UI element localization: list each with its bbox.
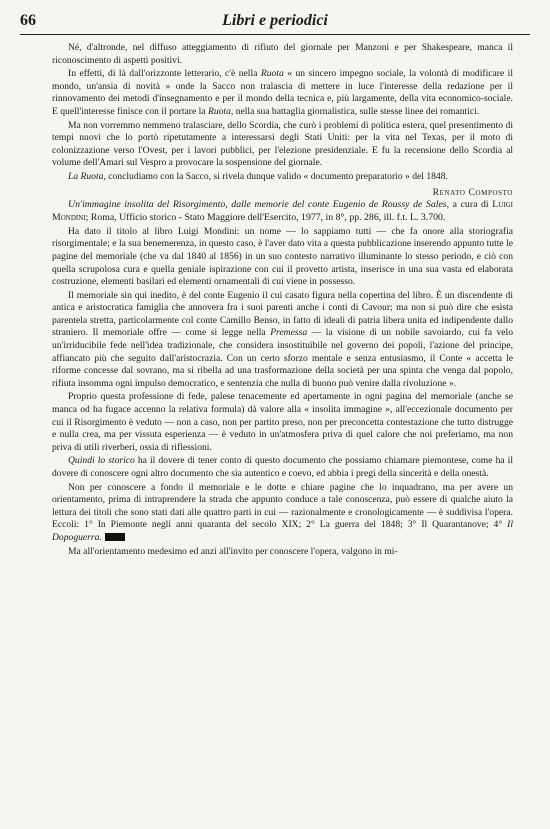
editor-name: Luigi Mondini xyxy=(52,199,513,223)
italic-text: Ruota xyxy=(260,68,284,80)
paragraph xyxy=(52,171,513,184)
text-run: ha il dovere di tener conto di questo documento che possiamo chiamare piemontese, come ha il dovere di conoscere ogni altro documento che sia autentico e coevo, ed abbia i pregi della sincerità e della onestà. xyxy=(52,455,513,479)
paragraph xyxy=(52,290,513,391)
paragraph xyxy=(52,391,513,454)
text-run: Ma non vorremmo nemmeno tralasciare, dello Scordia, che curò i problemi di politica estera, quel presentimento di tempi nuovi che lo portò ripetutamente a interessarsi degli Stati Uniti: per la vita nel Texas, per il moto di colonizzazione verso l'Ovest, per i lavori pubblici, per l'elezione presidenziale. E fu la recensione dello Scordia al volume dell'Amari sul Vespro a provocare la sospensione del giornale. xyxy=(52,119,513,169)
page-number: 66 xyxy=(20,12,36,29)
paragraph xyxy=(52,455,513,480)
text-run: — la visione di un nobile savoiardo, cui fa velo un'irriducibile fede nell'idea tradizionale, che considera insostituibile nel governo dei popoli, l'azione del principe, affiancato più che seguito dall'aristocrazia. Con un certo sforzo mentale e senza entusiasmo, il Conte « accetta le riforme concesse dal sovrano, ma si ribella ad una trasformazione della società per una spinta che venga dal popolo, rifiuta insomma ogni impulso democratico, e sentenzia che nulla di buono può venire dalla rivoluzione ». xyxy=(52,327,513,389)
paragraph xyxy=(52,482,513,545)
italic-text: Quindi lo storico xyxy=(68,455,135,467)
reviewer-signature: Renato Composto xyxy=(432,186,513,198)
running-title: Libri e periodici xyxy=(222,12,328,29)
paragraph xyxy=(52,120,513,170)
page-body xyxy=(52,42,513,558)
book-title: Un'immagine insolita del Risorgimento, dalle memorie del conte Eugenio de Roussy de Sales, xyxy=(68,199,450,211)
text-run: Ha dato il titolo al libro Luigi Mondini: un nome — lo sappiamo tutti — che fa onore alla storiografia risorgimentale; e la sua benemerenza, in questo caso, è l'aver dato vita a questa pubblicazione inserendo appunto tutte le pagine del memoriale (che va dal 1840 al 1856) in un suo contesto narrativo illuminante lo stesso periodo, e ciò con quella scrupolosa cura e quella geniale ispirazione con cui il provetto artista, inserisce in una sua vasta ed elaborata costruzione, elementi basilari ed elementi ornamentali di cui viene in possesso. xyxy=(52,225,513,288)
italic-text: Il Dopoguerra. xyxy=(52,519,513,543)
paragraph xyxy=(52,226,513,289)
text-run: , concludiamo con la Sacco, si rivela dunque valido « documento preparatorio » del 1848. xyxy=(103,170,448,182)
italic-text: Premessa xyxy=(270,327,308,339)
text-run: « un sincero impegno sociale, la volontà di modificare il mondo, un'ansia di novità » onde la Sacco non tralascia di mettere in luce l'interesse della redazione per il rinnovamento dei metodi d'insegnamento e per il mondo della tecnica e, più largamente, della vita economico-sociale. E quell'interesse finisce con il portare la xyxy=(52,68,513,117)
text-run: , nella sua battaglia giornalistica, sulle stesse linee dei romantici. xyxy=(230,105,480,117)
bibliographic-entry xyxy=(52,199,513,225)
text-run: Il memoriale sin qui inedito, è del conte Eugenio il cui casato figura nella copertina del libro. È un discendente di antica e aristocratica famiglia che annovera fra i suoi parenti anche i conti di Cavour; ma non si può dire che esista parentela stretta, particolarmente col conte Camillo Benso, in fatto di ideali di patria libera unita ed indipendente dallo straniero. Il memoriale offre — come si legge nella xyxy=(52,289,513,339)
paragraph xyxy=(52,42,513,67)
ink-mark xyxy=(105,533,125,541)
italic-text: La Ruota xyxy=(68,170,104,182)
text-run: Né, d'altronde, nel diffuso atteggiamento di rifiuto del giornale per Manzoni e per Shakespeare, manca il riconoscimento di aspetti positivi. xyxy=(52,42,513,66)
text-run: Non per conoscere a fondo il memoriale e le dotte e chiare pagine che lo inquadrano, ma per avere un orientamento, prima di intraprendere la strada che appunto conduce a tale conoscenza, può essere di qualche aiuto la lettura dei titoli che sono stati dati alle quattro parti in cui — razionalmente e cronologicamente — è suddivisa l'opera. Eccoli: 1° In Piemonte negli anni quaranta del secolo XIX; 2° La guerra del 1848; 3° Il Quarantanove; 4° xyxy=(52,481,513,531)
text-run: a cura di xyxy=(449,199,493,211)
text-run: Proprio questa professione di fede, palese tenacemente ed apertamente in ogni pagina del memoriale (anche se manca od ha fugace accenno la relativa formula) dà valore alla « insolita immagine », all'eccezionale documento per cui il Risorgimento è veduto — non a caso, non per partito preso, non per preconcetta contestazione che tutto distrugge e nulla crea, ma per vissuta esperienza — è veduto in un'atmosfera priva di quel calore che noi preferiamo, ma non priva di utili riverberi, ossia di riflessioni. xyxy=(52,391,513,453)
running-header xyxy=(20,12,530,35)
paragraph xyxy=(52,546,513,559)
italic-text: Ruota xyxy=(207,105,231,117)
publication-details: ; Roma, Ufficio storico - Stato Maggiore dell'Esercito, 1977, in 8°, pp. 286, ill. f.t. L. 3.700. xyxy=(85,211,446,223)
text-run: Ma all'orientamento medesimo ed anzi all'invito per conoscere l'opera, valgono in mi- xyxy=(68,545,398,557)
text-run: In effetti, di là dall'orizzonte letterario, c'è nella xyxy=(68,68,261,80)
paragraph xyxy=(52,68,513,118)
